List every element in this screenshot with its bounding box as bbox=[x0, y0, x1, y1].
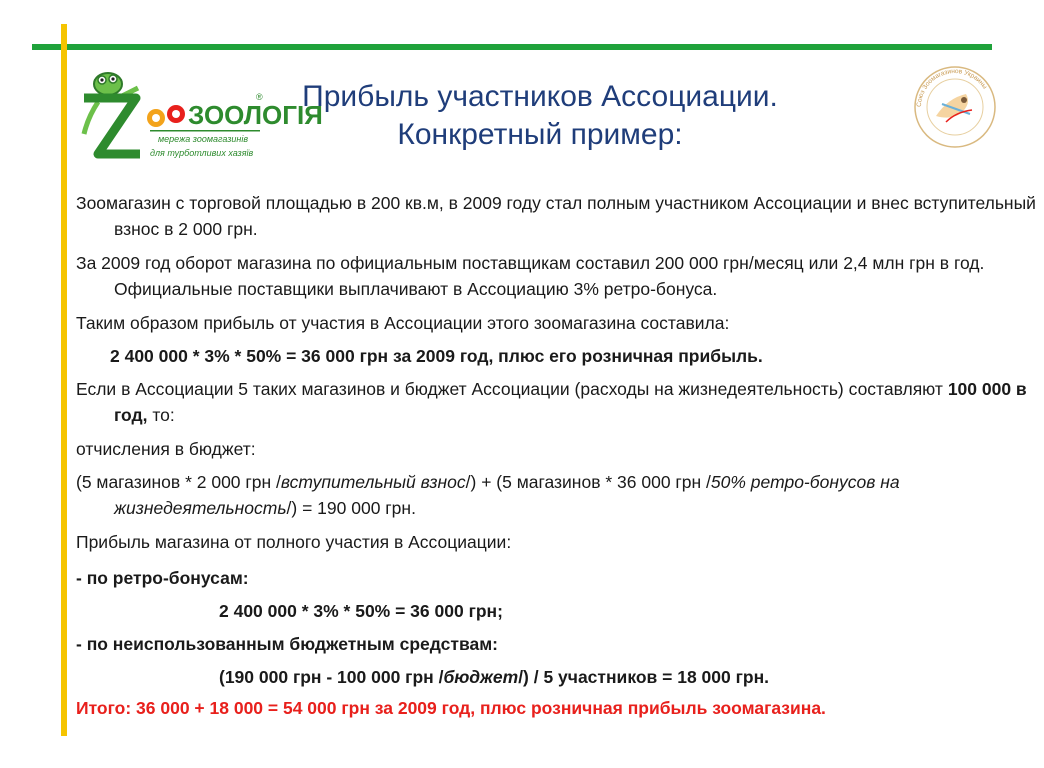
budget-text-c: то: bbox=[147, 405, 175, 425]
unused-part-3: /) / 5 участников = 18 000 грн. bbox=[518, 667, 770, 687]
deductions-part-2: вступительный взнос bbox=[280, 472, 466, 492]
top-green-divider bbox=[32, 44, 992, 50]
association-logo bbox=[912, 64, 998, 150]
registered-mark: ® bbox=[256, 92, 263, 102]
deductions-part-1: (5 магазинов * 2 000 грн / bbox=[76, 472, 281, 492]
formula-unused-budget bbox=[219, 664, 999, 690]
deductions-part-4: 50% ретро-бонусов на жизнедеятельность bbox=[114, 472, 900, 518]
paragraph-profit-intro: Таким образом прибыль от участия в Ассоциации этого зоомагазина составила: bbox=[76, 313, 730, 333]
title-line-1: Прибыль участников Ассоциации. bbox=[302, 80, 778, 113]
paragraph-store-joined: Зоомагазин с торговой площадью в 200 кв.м, в 2009 году стал полным участником Ассоциации и внес вступительный взнос в 2 000 грн. bbox=[76, 193, 1036, 239]
logo-tagline-1: мережа зоомагазинів bbox=[158, 134, 249, 144]
unused-part-1: (190 000 грн - 100 000 грн / bbox=[219, 667, 444, 687]
association-logo-text: Союз Зоомагазинов Украины bbox=[915, 67, 989, 108]
deductions-part-5: /) = 190 000 грн. bbox=[286, 498, 416, 518]
budget-text-a: Если в Ассоциации 5 таких магазинов и бюджет Ассоциации (расходы на жизнедеятельность) составляют bbox=[76, 379, 948, 399]
left-yellow-divider bbox=[61, 24, 67, 736]
formula-retro-bonuses: 2 400 000 * 3% * 50% = 36 000 грн; bbox=[219, 601, 503, 621]
paragraph-deductions-formula bbox=[76, 469, 1044, 521]
heading-unused-budget: - по неиспользованным бюджетным средствам: bbox=[76, 634, 498, 654]
total-line: Итого: 36 000 + 18 000 = 54 000 грн за 2009 год, плюс розничная прибыль зоомагазина. bbox=[76, 698, 826, 718]
logo-tagline-2: для турботливих хазяїв bbox=[150, 148, 254, 158]
paragraph-budget-condition bbox=[76, 376, 1044, 428]
paragraph-turnover: За 2009 год оборот магазина по официальным поставщикам составил 200 000 грн/месяц или 2,4 млн грн в год. Официальные поставщики выплачивают в Ассоциацию 3% ретро-бонуса. bbox=[76, 253, 985, 299]
paragraph-budget-deductions: отчисления в бюджет: bbox=[76, 439, 256, 459]
title-line-2: Конкретный пример: bbox=[397, 118, 683, 151]
zoologiya-logo bbox=[80, 62, 323, 172]
slide-title bbox=[270, 78, 810, 154]
formula-retro-profit: 2 400 000 * 3% * 50% = 36 000 грн за 2009 год, плюс его розничная прибыль. bbox=[110, 346, 763, 366]
unused-part-2: бюджет bbox=[443, 667, 519, 687]
paragraph-full-participation: Прибыль магазина от полного участия в Ассоциации: bbox=[76, 532, 512, 552]
deductions-part-3: /) + (5 магазинов * 36 000 грн / bbox=[465, 472, 711, 492]
logo-brand-text: ЗООЛОГІЯ bbox=[188, 100, 323, 130]
heading-retro-bonuses: - по ретро-бонусам: bbox=[76, 568, 249, 588]
budget-amount: 100 000 в год, bbox=[114, 379, 1027, 425]
